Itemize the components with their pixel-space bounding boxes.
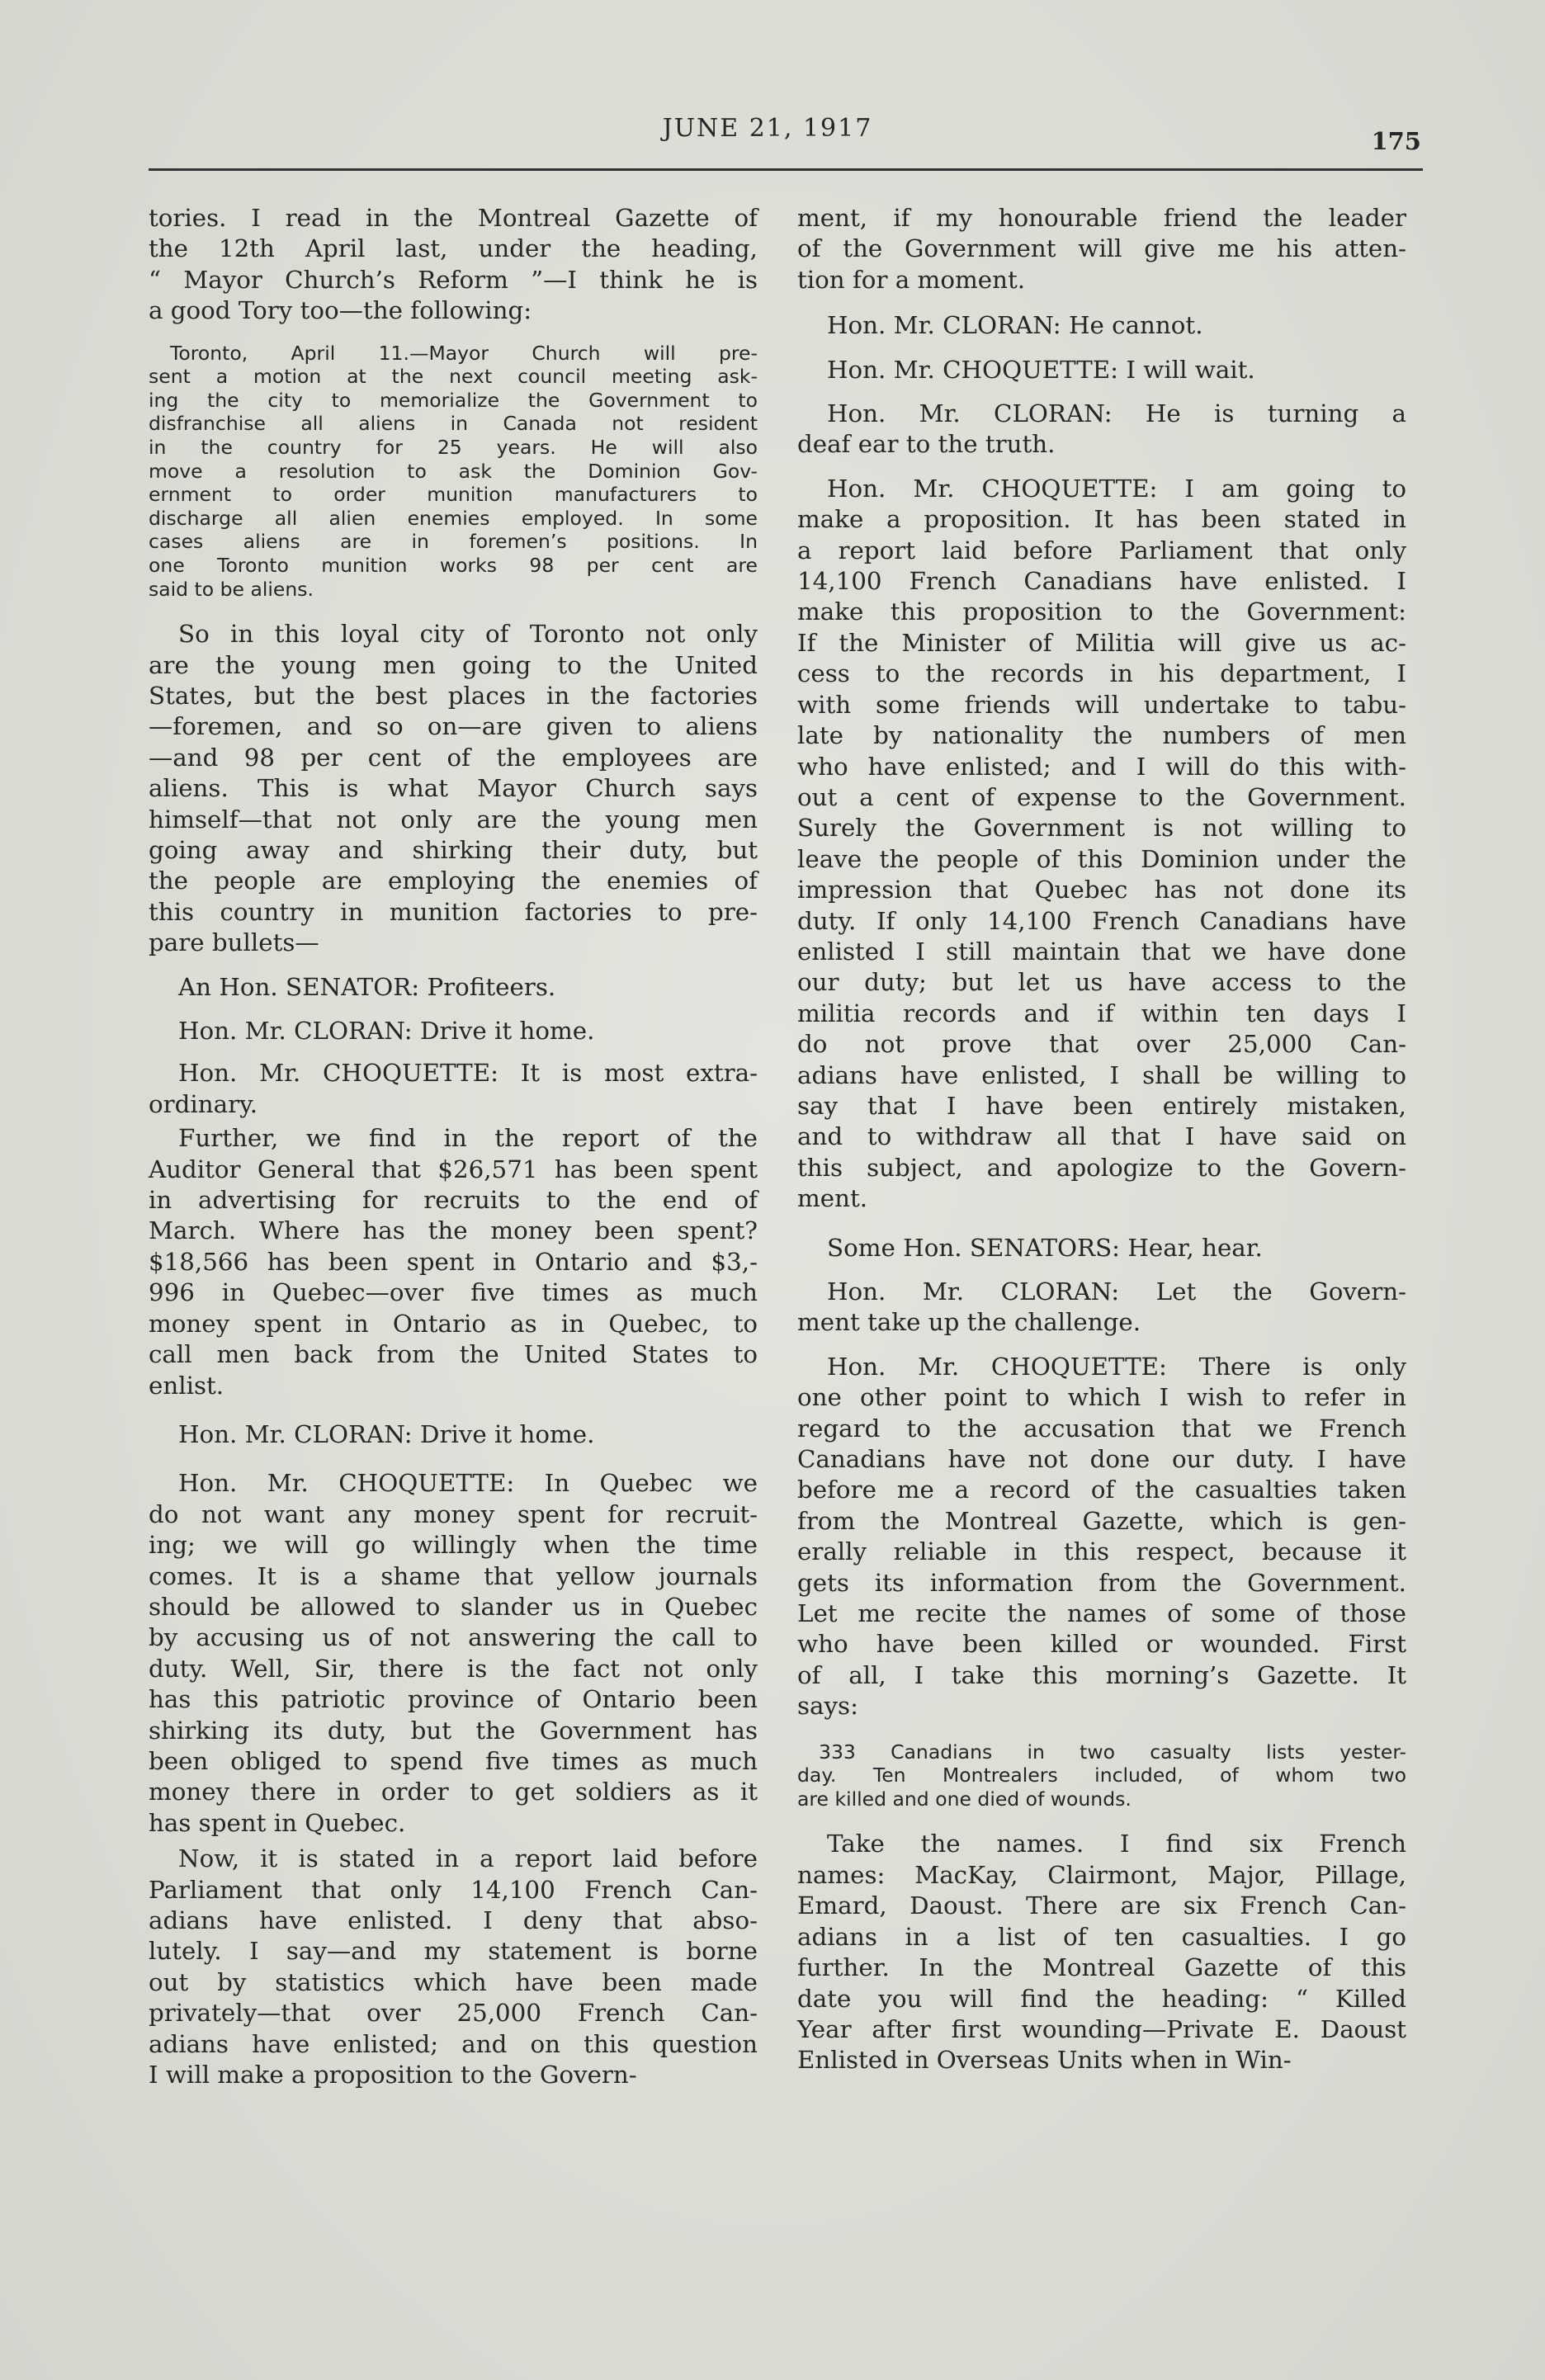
text-line: “ Mayor Church’s Reform ”—I think he is xyxy=(149,265,758,294)
text-line: make this proposition to the Government: xyxy=(797,597,1406,626)
text-line: has spent in Quebec. xyxy=(149,1808,406,1837)
text-line: —foremen, and so on—are given to aliens xyxy=(149,712,758,741)
speech-paragraph xyxy=(149,1419,758,1450)
paragraph-gap xyxy=(797,342,1406,355)
speech-paragraph xyxy=(797,1233,1406,1263)
text-line: sent a motion at the next council meeting ask- xyxy=(149,365,758,389)
paragraph-gap xyxy=(797,1263,1406,1277)
text-line: should be allowed to slander us in Quebec xyxy=(149,1592,758,1621)
text-line: Emard, Daoust. There are six French Can- xyxy=(797,1891,1406,1920)
text-line: gets its information from the Government. xyxy=(797,1568,1406,1597)
text-line: enlist. xyxy=(149,1371,224,1400)
quoted-excerpt xyxy=(149,342,758,602)
right-column xyxy=(797,203,1406,2076)
text-line: Some Hon. SENATORS: Hear, hear. xyxy=(827,1233,1263,1262)
paragraph-gap xyxy=(149,1003,758,1016)
text-line: impression that Quebec has not done its xyxy=(797,876,1406,904)
text-line: Hon. Mr. CHOQUETTE: In Quebec we xyxy=(178,1469,758,1498)
text-line: If the Minister of Militia will give us ac- xyxy=(797,628,1406,657)
text-line: our duty; but let us have access to the xyxy=(797,968,1406,997)
speech-paragraph xyxy=(797,399,1406,460)
text-line: Let me recite the names of some of those xyxy=(797,1599,1406,1628)
text-line: names: MacKay, Clairmont, Major, Pillage, xyxy=(797,1860,1406,1889)
text-line: of all, I take this morning’s Gazette. It xyxy=(797,1660,1406,1689)
text-line: Surely the Government is not willing to xyxy=(797,814,1406,843)
text-line: in advertising for recruits to the end of xyxy=(149,1186,758,1215)
paragraph-gap xyxy=(149,959,758,972)
text-line: with some friends will undertake to tabu- xyxy=(797,690,1406,719)
text-line: money there in order to get soldiers as it xyxy=(149,1778,758,1806)
quoted-excerpt xyxy=(797,1740,1406,1811)
text-line: Further, we find in the report of the xyxy=(178,1124,758,1153)
text-line: the 12th April last, under the heading, xyxy=(149,234,758,263)
text-line: So in this loyal city of Toronto not only xyxy=(178,620,758,649)
text-line: one other point to which I wish to refer in xyxy=(797,1383,1406,1412)
paragraph-gap xyxy=(797,1722,1406,1740)
text-line: one Toronto munition works 98 per cent are xyxy=(149,553,758,577)
speech-paragraph xyxy=(149,1016,758,1046)
text-line: Toronto, April 11.—Mayor Church will pre- xyxy=(170,341,758,365)
text-line: leave the people of this Dominion under the xyxy=(797,844,1406,873)
paragraph-gap xyxy=(149,601,758,619)
speech-paragraph xyxy=(797,310,1406,341)
speech-paragraph xyxy=(149,1123,758,1401)
text-line: says: xyxy=(797,1692,858,1721)
text-line: make a proposition. It has been stated in xyxy=(797,505,1406,534)
text-line: Parliament that only 14,100 French Can- xyxy=(149,1875,758,1904)
paragraph-gap xyxy=(149,327,758,342)
text-line: An Hon. SENATOR: Profiteers. xyxy=(178,972,556,1001)
text-line: disfranchise all aliens in Canada not resident xyxy=(149,412,758,436)
text-line: further. In the Montreal Gazette of this xyxy=(797,1953,1406,1982)
text-line: day. Ten Montrealers included, of whom two xyxy=(797,1764,1406,1787)
text-line: do not prove that over 25,000 Can- xyxy=(797,1030,1406,1059)
text-line: enlisted I still maintain that we have done xyxy=(797,937,1406,966)
text-line: Now, it is stated in a report laid before xyxy=(178,1844,758,1873)
paragraph-gap xyxy=(149,1046,758,1058)
text-line: ment take up the challenge. xyxy=(797,1308,1141,1337)
continued-paragraph xyxy=(149,203,758,327)
text-line: are killed and one died of wounds. xyxy=(797,1787,1132,1811)
text-line: ing; we will go willingly when the time xyxy=(149,1531,758,1560)
speech-paragraph xyxy=(149,972,758,1003)
text-line: call men back from the United States to xyxy=(149,1340,758,1369)
text-line: of the Government will give me his atten- xyxy=(797,234,1406,263)
left-column xyxy=(149,203,758,2090)
text-line: duty. If only 14,100 French Canadians have xyxy=(797,906,1406,935)
page-number: 175 xyxy=(1371,127,1421,155)
text-line: ernment to order munition manufacturers to xyxy=(149,483,758,507)
paragraph-gap xyxy=(797,1339,1406,1352)
text-line: tories. I read in the Montreal Gazette of xyxy=(149,204,758,232)
text-line: Take the names. I find six French xyxy=(827,1830,1406,1858)
text-line: ment. xyxy=(797,1184,868,1213)
paragraph-gap xyxy=(797,1811,1406,1829)
speech-paragraph xyxy=(149,619,758,958)
text-line: who have enlisted; and I will do this with- xyxy=(797,752,1406,781)
text-line: Hon. Mr. CHOQUETTE: It is most extra- xyxy=(178,1059,758,1088)
text-line: adians in a list of ten casualties. I go xyxy=(797,1922,1406,1951)
header-rule xyxy=(149,168,1423,171)
text-line: out a cent of expense to the Government. xyxy=(797,782,1406,811)
text-line: Year after first wounding—Private E. Daoust xyxy=(797,2014,1406,2043)
text-line: Hon. Mr. CLORAN: Drive it home. xyxy=(178,1419,595,1448)
text-line: I will make a proposition to the Govern- xyxy=(149,2061,637,2090)
speech-paragraph xyxy=(797,1829,1406,2075)
running-head-date: JUNE 21, 1917 xyxy=(662,114,873,143)
paragraph-gap xyxy=(797,1215,1406,1233)
text-line: comes. It is a shame that yellow journals xyxy=(149,1561,758,1590)
text-line: do not want any money spent for recruit- xyxy=(149,1499,758,1528)
text-line: date you will find the heading: “ Killed xyxy=(797,1984,1406,2013)
text-line: regard to the accusation that we French xyxy=(797,1414,1406,1443)
text-line: March. Where has the money been spent? xyxy=(149,1216,758,1245)
text-line: cases aliens are in foremen’s positions. In xyxy=(149,530,758,554)
text-line: erally reliable in this respect, because it xyxy=(797,1537,1406,1566)
continued-paragraph xyxy=(797,203,1406,295)
text-line: privately—that over 25,000 French Can- xyxy=(149,1999,758,2028)
text-line: who have been killed or wounded. First xyxy=(797,1630,1406,1659)
text-line: lutely. I say—and my statement is borne xyxy=(149,1937,758,1966)
text-line: Hon. Mr. CLORAN: He cannot. xyxy=(827,311,1203,340)
text-line: the people are employing the enemies of xyxy=(149,867,758,895)
text-line: Hon. Mr. CHOQUETTE: There is only xyxy=(827,1352,1406,1381)
text-line: out by statistics which have been made xyxy=(149,1967,758,1996)
text-line: are the young men going to the United xyxy=(149,650,758,679)
text-line: been obliged to spend five times as much xyxy=(149,1746,758,1775)
text-line: ing the city to memorialize the Government to xyxy=(149,388,758,412)
text-line: Hon. Mr. CHOQUETTE: I am going to xyxy=(827,474,1406,503)
text-line: militia records and if within ten days I xyxy=(797,999,1406,1027)
text-line: himself—that not only are the young men xyxy=(149,805,758,833)
text-line: has this patriotic province of Ontario been xyxy=(149,1685,758,1714)
text-line: ordinary. xyxy=(149,1089,258,1118)
speech-paragraph xyxy=(797,1277,1406,1339)
text-line: adians have enlisted, I shall be willing to xyxy=(797,1060,1406,1089)
text-line: by accusing us of not answering the call to xyxy=(149,1623,758,1652)
text-line: ment, if my honourable friend the leader xyxy=(797,204,1406,232)
text-line: said to be aliens. xyxy=(149,577,314,601)
speech-paragraph xyxy=(149,1058,758,1120)
text-line: a report laid before Parliament that only xyxy=(797,536,1406,564)
text-line: —and 98 per cent of the employees are xyxy=(149,743,758,772)
text-line: 996 in Quebec—over five times as much xyxy=(149,1278,758,1307)
text-line: Hon. Mr. CLORAN: Drive it home. xyxy=(178,1017,595,1046)
text-line: Canadians have not done our duty. I have xyxy=(797,1445,1406,1474)
text-line: from the Montreal Gazette, which is gen- xyxy=(797,1506,1406,1535)
text-line: this country in munition factories to pre- xyxy=(149,897,758,926)
text-line: Auditor General that $26,571 has been spent xyxy=(149,1155,758,1183)
text-line: duty. Well, Sir, there is the fact not only xyxy=(149,1654,758,1683)
text-line: and to withdraw all that I have said on xyxy=(797,1122,1406,1151)
text-line: shirking its duty, but the Government has xyxy=(149,1716,758,1745)
text-line: $18,566 has been spent in Ontario and $3,- xyxy=(149,1247,758,1276)
paragraph-gap xyxy=(149,1401,758,1419)
text-line: tion for a moment. xyxy=(797,265,1026,294)
text-line: this subject, and apologize to the Govern- xyxy=(797,1153,1406,1182)
text-line: Hon. Mr. CLORAN: He is turning a xyxy=(827,399,1406,428)
speech-paragraph xyxy=(797,355,1406,385)
text-line: late by nationality the numbers of men xyxy=(797,721,1406,750)
paragraph-gap xyxy=(797,460,1406,474)
paragraph-gap xyxy=(797,295,1406,310)
text-line: deaf ear to the truth. xyxy=(797,430,1056,459)
speech-paragraph xyxy=(149,1468,758,1839)
text-line: a good Tory too—the following: xyxy=(149,296,532,325)
text-line: 333 Canadians in two casualty lists yester- xyxy=(819,1740,1406,1764)
text-line: adians have enlisted; and on this question xyxy=(149,2029,758,2058)
text-line: discharge all alien enemies employed. In some xyxy=(149,506,758,530)
text-line: adians have enlisted. I deny that abso- xyxy=(149,1906,758,1934)
text-line: in the country for 25 years. He will also xyxy=(149,436,758,459)
text-line: say that I have been entirely mistaken, xyxy=(797,1091,1406,1120)
text-line: Hon. Mr. CLORAN: Let the Govern- xyxy=(827,1277,1406,1306)
text-line: cess to the records in his department, I xyxy=(797,659,1406,688)
speech-paragraph xyxy=(149,1844,758,2090)
text-line: States, but the best places in the factories xyxy=(149,681,758,710)
text-line: aliens. This is what Mayor Church says xyxy=(149,774,758,803)
text-line: pare bullets— xyxy=(149,928,319,957)
text-line: going away and shirking their duty, but xyxy=(149,836,758,864)
paragraph-gap xyxy=(797,385,1406,399)
paragraph-gap xyxy=(149,1450,758,1468)
text-line: 14,100 French Canadians have enlisted. I xyxy=(797,567,1406,596)
text-line: move a resolution to ask the Dominion Gov- xyxy=(149,459,758,483)
speech-paragraph xyxy=(797,1352,1406,1722)
text-line: Hon. Mr. CHOQUETTE: I will wait. xyxy=(827,355,1255,384)
text-line: money spent in Ontario as in Quebec, to xyxy=(149,1309,758,1338)
speech-paragraph xyxy=(797,474,1406,1215)
text-line: Enlisted in Overseas Units when in Win- xyxy=(797,2046,1292,2075)
text-line: before me a record of the casualties taken xyxy=(797,1476,1406,1504)
